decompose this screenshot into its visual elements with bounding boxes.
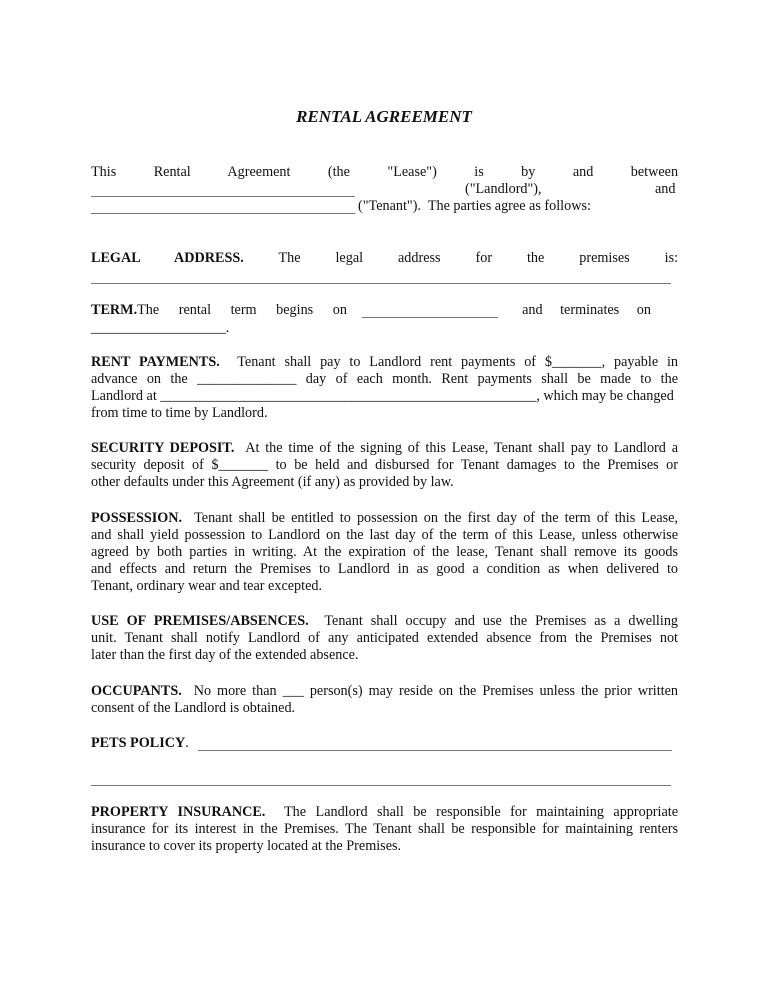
- rent-payments-line-4: from time to time by Landlord.: [91, 405, 268, 421]
- occupants-heading: OCCUPANTS.: [91, 683, 182, 699]
- tenant-label: ("Tenant"). The parties agree as follows:: [358, 198, 591, 214]
- legal-address-word: is:: [664, 250, 679, 266]
- possession-heading: POSSESSION.: [91, 510, 183, 526]
- legal-address-word: address: [398, 250, 441, 266]
- term-and-terminates: and terminates on: [522, 302, 651, 318]
- possession-line-5: Tenant, ordinary wear and tear excepted.: [91, 578, 323, 594]
- property-insurance-line-1: PROPERTY INSURANCE. The Landlord shall be responsible for maintaining appropriate: [91, 804, 678, 820]
- legal-address-blank[interactable]: [91, 283, 671, 284]
- security-deposit-line-1: SECURITY DEPOSIT. At the time of the signing of this Lease, Tenant shall pay to Landlord a: [91, 440, 678, 456]
- security-deposit-heading: SECURITY DEPOSIT.: [91, 440, 235, 456]
- landlord-label: ("Landlord"),: [465, 181, 542, 197]
- security-deposit-line-3: other defaults under this Agreement (if any) as provided by law.: [91, 474, 454, 490]
- pets-policy-blank-2[interactable]: [91, 785, 671, 786]
- rent-address-blank[interactable]: _____________________________________________________: [160, 388, 537, 404]
- term-word: begins: [276, 302, 314, 318]
- intro-word: Rental: [153, 164, 191, 180]
- term-word: rental: [178, 302, 212, 318]
- intro-word: This: [91, 164, 117, 180]
- document-title: RENTAL AGREEMENT: [296, 107, 472, 126]
- legal-address-word: for: [475, 250, 493, 266]
- possession-line-3: agreed by both parties in writing. At the expiration of the lease, Tenant shall remove its goods: [91, 544, 678, 560]
- legal-address-word: legal: [335, 250, 364, 266]
- intro-word: between: [630, 164, 679, 180]
- term-start-blank[interactable]: [362, 317, 498, 318]
- legal-address-word: premises: [579, 250, 630, 266]
- intro-word: (the: [327, 164, 350, 180]
- property-insurance-line-3: insurance to cover its property located at the Premises.: [91, 838, 402, 854]
- intro-word: and: [572, 164, 594, 180]
- pets-policy-line: PETS POLICY.: [91, 735, 189, 751]
- intro-word: Agreement: [227, 164, 291, 180]
- legal-address-word: The: [278, 250, 301, 266]
- property-insurance-line-2: insurance for its interest in the Premises. The Tenant shall be responsible for maintaining renters: [91, 821, 678, 837]
- rent-payments-line-1: RENT PAYMENTS. Tenant shall pay to Landlord rent payments of $_______, payable in: [91, 354, 678, 370]
- use-of-premises-line-3: later than the first day of the extended absence.: [91, 647, 359, 663]
- occupants-line-1: OCCUPANTS. No more than ___ person(s) may reside on the Premises unless the prior written: [91, 683, 679, 699]
- possession-line-4: and effects and return the Premises to Landlord in as good a condition as when delivered to: [91, 561, 678, 577]
- term-word: term: [230, 302, 257, 318]
- occupants-line-2: consent of the Landlord is obtained.: [91, 700, 296, 716]
- pets-policy-heading: PETS POLICY: [91, 735, 186, 751]
- use-of-premises-line-2: unit. Tenant shall notify Landlord of any anticipated extended absence from the Premises not: [91, 630, 678, 646]
- possession-line-1: POSSESSION. Tenant shall be entitled to possession on the first day of the term of this Lease,: [91, 510, 678, 526]
- intro-word: by: [521, 164, 536, 180]
- term-heading: TERM.: [91, 302, 138, 318]
- use-of-premises-line-1: USE OF PREMISES/ABSENCES. Tenant shall occupy and use the Premises as a dwelling: [91, 613, 679, 629]
- rent-payments-heading: RENT PAYMENTS.: [91, 354, 220, 370]
- rent-payments-line-3: Landlord at _____________________________________________________, which may be changed: [91, 388, 674, 404]
- intro-word: "Lease"): [387, 164, 437, 180]
- legal-address-heading: LEGAL ADDRESS.: [91, 250, 244, 266]
- legal-address-word: the: [526, 250, 545, 266]
- security-deposit-line-2: security deposit of $_______ to be held and disbursed for Tenant damages to the Premises or: [91, 457, 678, 473]
- use-of-premises-heading: USE OF PREMISES/ABSENCES.: [91, 613, 309, 629]
- landlord-name-blank[interactable]: [91, 196, 355, 197]
- term-word: on: [332, 302, 347, 318]
- rent-payments-line-2: advance on the ______________ day of each month. Rent payments shall be made to the: [91, 371, 678, 387]
- pets-policy-blank-1[interactable]: [198, 750, 672, 751]
- intro-and: and: [655, 181, 676, 197]
- tenant-name-blank[interactable]: [91, 213, 355, 214]
- legal-address-line: [91, 250, 678, 267]
- intro-word: is: [474, 164, 484, 180]
- term-word: The: [137, 302, 160, 318]
- property-insurance-heading: PROPERTY INSURANCE.: [91, 804, 266, 820]
- term-end-blank[interactable]: ___________________.: [91, 320, 230, 336]
- possession-line-2: and shall yield possession to Landlord on the last day of the term of this Lease, unless otherwise: [91, 527, 678, 543]
- intro-line-1: [91, 164, 678, 181]
